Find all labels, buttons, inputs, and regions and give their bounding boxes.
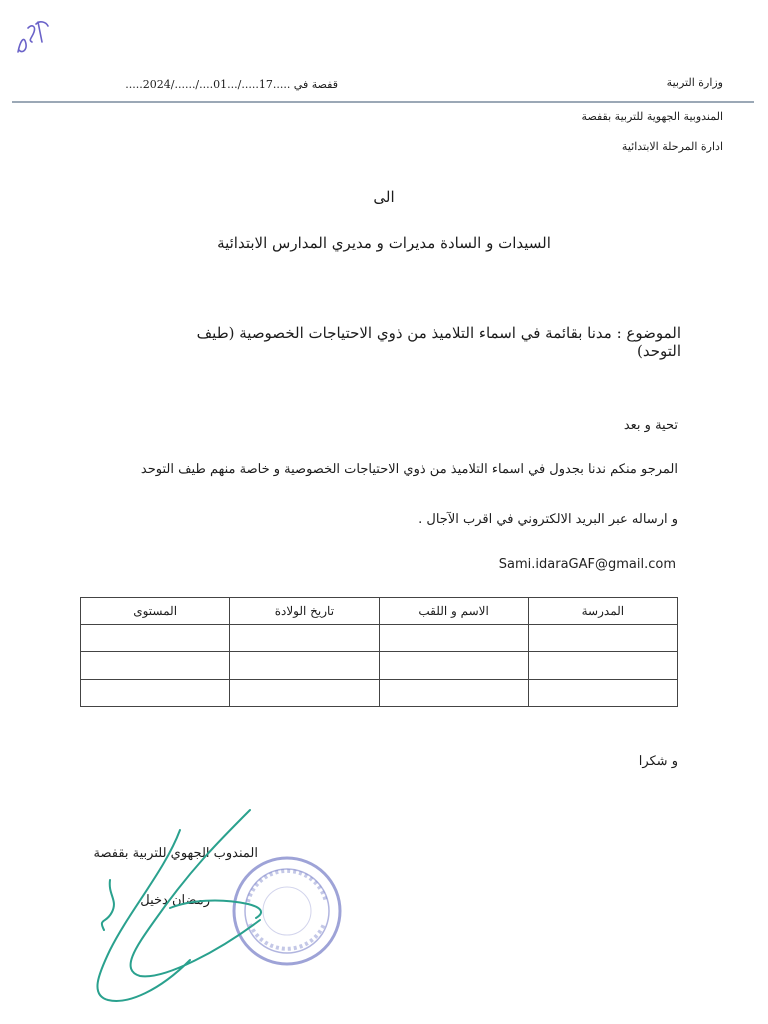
- table-cell: [230, 625, 379, 652]
- table-cell: [379, 652, 528, 679]
- body-line-1: المرجو منكم ندنا بجدول في اسماء التلاميذ من ذوي الاحتياجات الخصوصية و خاصة منهم طيف التوحد: [140, 462, 678, 477]
- subject-line: الموضوع : مدنا بقائمة في اسماء التلاميذ من ذوي الاحتياجات الخصوصية (طيف التوحد): [196, 324, 681, 360]
- table-cell: [379, 625, 528, 652]
- table-row: [81, 652, 678, 679]
- table-cell: [230, 679, 379, 706]
- body-line-2: و ارساله عبر البريد الالكتروني في اقرب الآجال .: [418, 512, 678, 527]
- table-cell: [81, 625, 230, 652]
- signatory-title: المندوب الجهوي للتربية بقفصة: [93, 846, 258, 861]
- handwritten-signature: [70, 800, 300, 1010]
- header-divider: [12, 101, 754, 103]
- greeting: تحية و بعد: [623, 418, 678, 433]
- closing-text: و شكرا: [638, 754, 678, 769]
- column-header-birthdate: تاريخ الولادة: [230, 598, 379, 625]
- table-row: [81, 625, 678, 652]
- table-header-row: [81, 598, 678, 625]
- table-cell: [81, 679, 230, 706]
- table-cell: [528, 625, 677, 652]
- table-cell: [379, 679, 528, 706]
- contact-email: Sami.idaraGAF@gmail.com: [498, 557, 676, 572]
- table-cell: [230, 652, 379, 679]
- column-header-level: المستوى: [81, 598, 230, 625]
- column-header-school: المدرسة: [528, 598, 677, 625]
- date-line: قفصة في .....17...../...01..../....../2024.....: [125, 78, 338, 91]
- department-name: ادارة المرحلة الابتدائية: [621, 140, 723, 153]
- handwritten-annotation: [10, 14, 54, 60]
- table-cell: [81, 652, 230, 679]
- signatory-name: رمضان دخيل: [140, 893, 210, 908]
- directorate-name: المندوبية الجهوية للتربية بقفصة: [581, 110, 723, 123]
- table-cell: [528, 679, 677, 706]
- ministry-name: وزارة التربية: [666, 76, 723, 89]
- table-row: [81, 679, 678, 706]
- recipient-to: الى: [373, 188, 395, 206]
- table-cell: [528, 652, 677, 679]
- students-table: [80, 597, 678, 707]
- column-header-name: الاسم و اللقب: [379, 598, 528, 625]
- recipient-addressees: السيدات و السادة مديرات و مديري المدارس الابتدائية: [217, 234, 551, 252]
